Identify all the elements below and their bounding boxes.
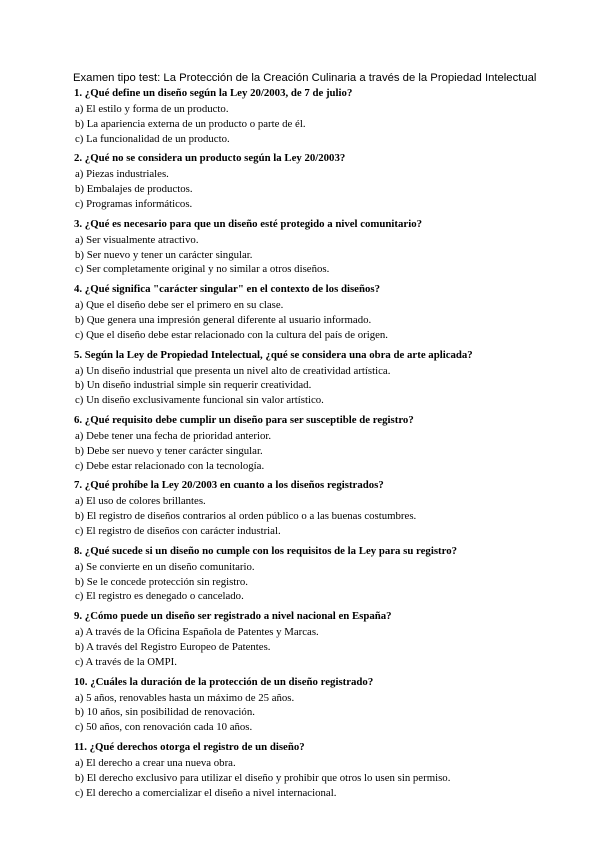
answer-option: a) 5 años, renovables hasta un máximo de 25 años.: [75, 691, 295, 704]
answer-option: c) La funcionalidad de un producto.: [75, 132, 230, 145]
answer-option: c) El registro es denegado o cancelado.: [75, 590, 244, 603]
question-text: 1. ¿Qué define un diseño según la Ley 20/2003, de 7 de julio?: [74, 87, 353, 99]
answer-option: a) El estilo y forma de un producto.: [75, 103, 229, 115]
question-text: 3. ¿Qué es necesario para que un diseño esté protegido a nivel comunitario?: [74, 217, 422, 230]
document-title: Examen tipo test: La Protección de la Creación Culinaria a través de la Propiedad Intelectual: [73, 72, 537, 84]
answer-option: a) El uso de colores brillantes.: [75, 495, 206, 508]
question-text: 4. ¿Qué significa "carácter singular" en el contexto de los diseños?: [74, 283, 380, 296]
question-6: [74, 413, 574, 473]
question-list: [74, 86, 574, 805]
question-1: [74, 86, 574, 146]
answer-option: b) A través del Registro Europeo de Patentes.: [75, 640, 271, 653]
answer-option: a) A través de la Oficina Española de Patentes y Marcas.: [75, 626, 319, 639]
answer-option: c) 50 años, con renovación cada 10 años.: [75, 721, 253, 734]
answer-option: c) Un diseño exclusivamente funcional sin valor artístico.: [75, 394, 324, 407]
question-11: [74, 740, 574, 800]
question-text: 7. ¿Qué prohíbe la Ley 20/2003 en cuanto a los diseños registrados?: [74, 479, 384, 492]
answer-option: b) Ser nuevo y tener un carácter singular.: [75, 248, 253, 261]
answer-option: a) Piezas industriales.: [75, 168, 169, 181]
question-2: [74, 151, 574, 211]
question-5: [74, 348, 574, 408]
answer-option: b) Que genera una impresión general diferente al usuario informado.: [75, 313, 372, 326]
question-text: 2. ¿Qué no se considera un producto según la Ley 20/2003?: [74, 152, 346, 165]
answer-option: b) Embalajes de productos.: [75, 183, 193, 196]
answer-option: a) Que el diseño debe ser el primero en su clase.: [75, 299, 284, 312]
question-text: 5. Según la Ley de Propiedad Intelectual, ¿qué se considera una obra de arte aplicada?: [74, 348, 473, 361]
question-7: [74, 478, 574, 538]
question-text: 11. ¿Qué derechos otorga el registro de un diseño?: [74, 740, 305, 753]
answer-option: c) Que el diseño debe estar relacionado con la cultura del país de origen.: [75, 328, 388, 341]
answer-option: c) Programas informáticos.: [75, 197, 193, 210]
question-9: [74, 609, 574, 669]
answer-option: a) Debe tener una fecha de prioridad anterior.: [75, 429, 272, 442]
answer-option: c) A través de la OMPI.: [75, 655, 177, 668]
question-4: [74, 282, 574, 342]
answer-option: b) Un diseño industrial simple sin requerir creatividad.: [75, 379, 312, 392]
question-text: 10. ¿Cuáles la duración de la protección de un diseño registrado?: [74, 675, 374, 688]
answer-option: b) 10 años, sin posibilidad de renovación.: [75, 706, 255, 719]
question-text: 9. ¿Cómo puede un diseño ser registrado a nivel nacional en España?: [74, 610, 392, 623]
question-text: 8. ¿Qué sucede si un diseño no cumple con los requisitos de la Ley para su registro?: [74, 544, 458, 557]
answer-option: c) El registro de diseños con carácter industrial.: [75, 524, 281, 537]
answer-option: c) El derecho a comercializar el diseño a nivel internacional.: [75, 786, 337, 799]
answer-option: a) Se convierte en un diseño comunitario.: [75, 560, 255, 573]
question-8: [74, 544, 574, 604]
answer-option: b) La apariencia externa de un producto o parte de él.: [75, 117, 306, 130]
question-text: 6. ¿Qué requisito debe cumplir un diseño para ser susceptible de registro?: [74, 413, 414, 426]
answer-option: c) Ser completamente original y no similar a otros diseños.: [75, 263, 330, 276]
answer-option: b) Se le concede protección sin registro.: [75, 575, 248, 588]
answer-option: a) El derecho a crear una nueva obra.: [75, 756, 236, 769]
answer-option: a) Ser visualmente atractivo.: [75, 233, 199, 246]
answer-option: b) Debe ser nuevo y tener carácter singular.: [75, 444, 263, 457]
answer-option: c) Debe estar relacionado con la tecnología.: [75, 459, 265, 472]
question-10: [74, 675, 574, 735]
question-3: [74, 217, 574, 277]
answer-option: a) Un diseño industrial que presenta un nivel alto de creatividad artística.: [75, 364, 391, 377]
answer-option: b) El registro de diseños contrarios al orden público o a las buenas costumbres.: [75, 510, 417, 523]
answer-option: b) El derecho exclusivo para utilizar el diseño y prohibir que otros lo usen sin permiso.: [75, 771, 451, 784]
